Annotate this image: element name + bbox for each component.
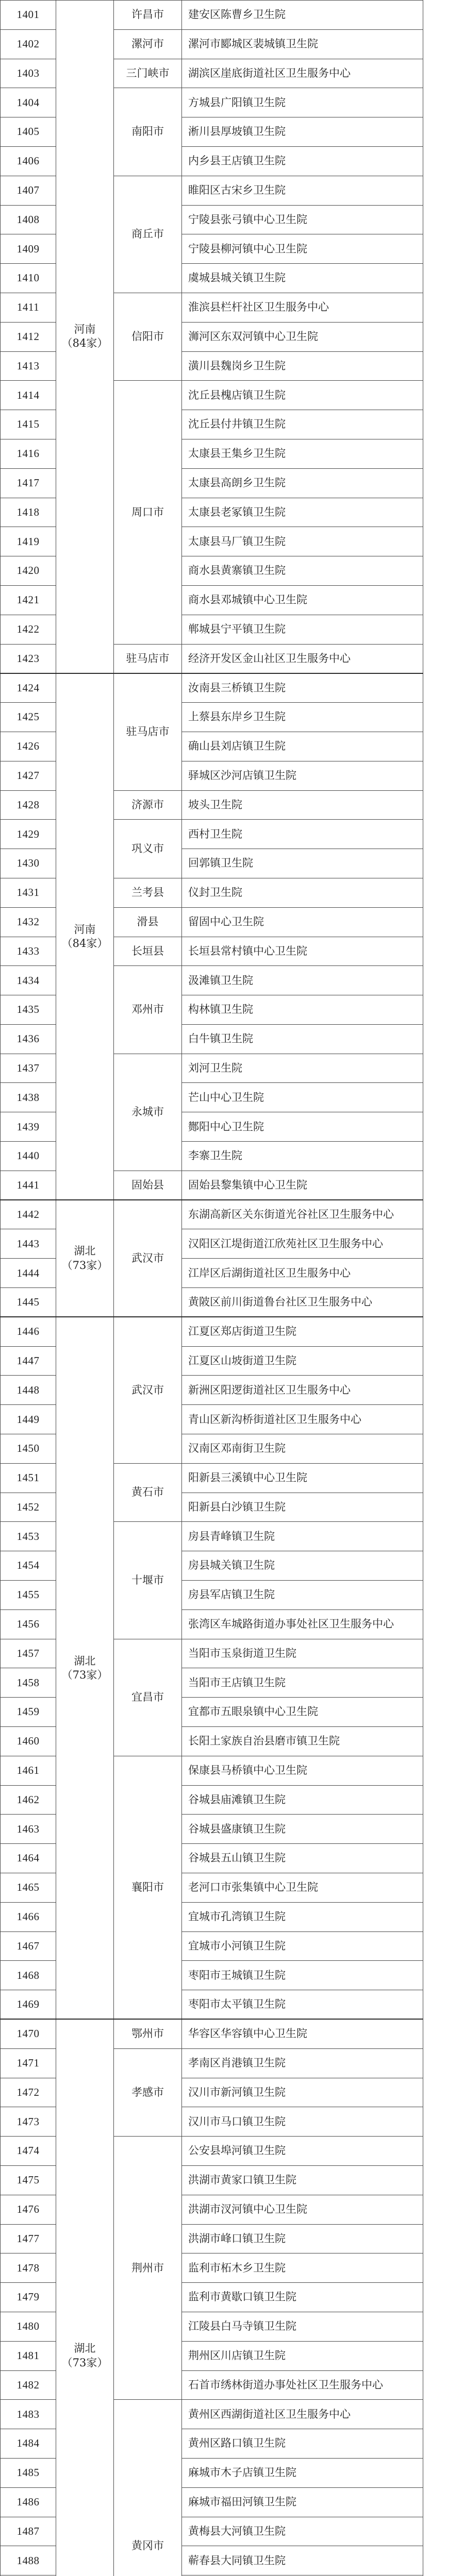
row-number: 1487 (1, 2517, 56, 2546)
table-row (1, 1, 423, 30)
table-row (1, 1200, 423, 1229)
row-number: 1454 (1, 1551, 56, 1581)
institution-name: 虞城县城关镇卫生院 (182, 264, 423, 293)
institution-name: 李寨卫生院 (182, 1142, 423, 1171)
institution-name: 当阳市王店镇卫生院 (182, 1668, 423, 1698)
institution-name: 枣阳市太平镇卫生院 (182, 1990, 423, 2020)
city-cell: 黄石市 (114, 1463, 182, 1522)
province-count: （73家） (61, 1259, 108, 1272)
institution-name: 太康县王集乡卫生院 (182, 439, 423, 468)
institution-name: 经济开发区金山社区卫生服务中心 (182, 644, 423, 673)
row-number: 1485 (1, 2458, 56, 2487)
row-number: 1415 (1, 410, 56, 439)
institution-name: 沈丘县付井镇卫生院 (182, 410, 423, 439)
institution-name: 商水县邓城镇中心卫生院 (182, 585, 423, 615)
institution-name: 太康县老冢镇卫生院 (182, 498, 423, 527)
city-cell: 荆州市 (114, 2137, 182, 2400)
row-number: 1427 (1, 761, 56, 790)
city-cell: 黄冈市 (114, 2400, 182, 2576)
city-cell: 南阳市 (114, 88, 182, 176)
institution-name: 坡头卫生院 (182, 790, 423, 820)
province-name: 河南 (74, 923, 96, 936)
institution-name: 刘河卫生院 (182, 1054, 423, 1083)
institution-name: 监利市黄歇口镇卫生院 (182, 2283, 423, 2312)
institution-name: 黄陂区前川街道鲁台社区卫生服务中心 (182, 1288, 423, 1317)
table-body (1, 1, 423, 2576)
institution-name: 汝南县三桥镇卫生院 (182, 673, 423, 703)
institution-name: 固始县黎集镇中心卫生院 (182, 1171, 423, 1200)
row-number: 1479 (1, 2283, 56, 2312)
row-number: 1456 (1, 1609, 56, 1639)
institution-name: 长垣县常村镇中心卫生院 (182, 937, 423, 966)
institution-name: 麻城市木子店镇卫生院 (182, 2458, 423, 2487)
institution-name: 太康县高朗乡卫生院 (182, 468, 423, 498)
province-name: 河南 (74, 323, 96, 336)
institution-name: 石首市绣林街道办事处社区卫生服务中心 (182, 2370, 423, 2400)
institution-name: 新洲区阳逻街道社区卫生服务中心 (182, 1376, 423, 1405)
institution-name: 沈丘县槐店镇卫生院 (182, 381, 423, 410)
row-number: 1406 (1, 146, 56, 176)
row-number: 1469 (1, 1990, 56, 2020)
city-cell: 济源市 (114, 790, 182, 820)
institution-name: 方城县广阳镇卫生院 (182, 88, 423, 117)
row-number: 1460 (1, 1727, 56, 1756)
institution-name: 宁陵县柳河镇中心卫生院 (182, 234, 423, 264)
institution-name: 谷城县庙滩镇卫生院 (182, 1785, 423, 1815)
row-number: 1455 (1, 1581, 56, 1610)
row-number: 1410 (1, 264, 56, 293)
institution-name: 宜都市五眼泉镇中心卫生院 (182, 1698, 423, 1727)
row-number: 1446 (1, 1317, 56, 1346)
row-number: 1437 (1, 1054, 56, 1083)
table-row (1, 2019, 423, 2048)
institution-name: 酂阳中心卫生院 (182, 1112, 423, 1142)
city-cell: 鄂州市 (114, 2019, 182, 2048)
institution-name: 黄州区西湖街道社区卫生服务中心 (182, 2400, 423, 2429)
city-cell: 巩义市 (114, 820, 182, 878)
province-count: （73家） (61, 2356, 108, 2369)
row-number: 1480 (1, 2312, 56, 2341)
institution-name: 淮滨县栏杆社区卫生服务中心 (182, 293, 423, 322)
row-number: 1421 (1, 585, 56, 615)
institution-name: 太康县马厂镇卫生院 (182, 527, 423, 556)
row-number: 1431 (1, 878, 56, 907)
row-number: 1409 (1, 234, 56, 264)
row-number: 1458 (1, 1668, 56, 1698)
row-number: 1433 (1, 937, 56, 966)
institution-name: 留固中心卫生院 (182, 907, 423, 937)
institution-name: 阳新县白沙镇卫生院 (182, 1493, 423, 1522)
institution-name: 孝南区肖港镇卫生院 (182, 2048, 423, 2078)
row-number: 1465 (1, 1873, 56, 1903)
province-cell (56, 1, 114, 673)
city-cell: 永城市 (114, 1054, 182, 1171)
row-number: 1463 (1, 1815, 56, 1844)
city-cell: 信阳市 (114, 293, 182, 380)
institution-name: 宜城市孔湾镇卫生院 (182, 1902, 423, 1931)
institution-name: 荆州区川店镇卫生院 (182, 2341, 423, 2370)
institution-name: 公安县埠河镇卫生院 (182, 2137, 423, 2166)
row-number: 1478 (1, 2253, 56, 2283)
row-number: 1438 (1, 1083, 56, 1112)
row-number: 1447 (1, 1346, 56, 1376)
institution-name: 张湾区车城路街道办事处社区卫生服务中心 (182, 1609, 423, 1639)
row-number: 1444 (1, 1259, 56, 1288)
institution-name: 汉川市新河镇卫生院 (182, 2078, 423, 2107)
province-count: （84家） (61, 337, 108, 350)
institution-name: 白牛镇卫生院 (182, 1024, 423, 1054)
row-number: 1481 (1, 2341, 56, 2370)
row-number: 1416 (1, 439, 56, 468)
row-number: 1441 (1, 1171, 56, 1200)
row-number: 1476 (1, 2195, 56, 2224)
row-number: 1488 (1, 2546, 56, 2575)
institution-name: 黄梅县大河镇卫生院 (182, 2517, 423, 2546)
province-name: 湖北 (74, 2342, 96, 2355)
row-number: 1404 (1, 88, 56, 117)
city-cell: 兰考县 (114, 878, 182, 907)
institution-name: 商水县黄寨镇卫生院 (182, 556, 423, 586)
row-number: 1459 (1, 1698, 56, 1727)
row-number: 1452 (1, 1493, 56, 1522)
institution-name: 宁陵县张弓镇中心卫生院 (182, 205, 423, 234)
institution-name: 房县军店镇卫生院 (182, 1581, 423, 1610)
institution-name: 蕲春县大同镇卫生院 (182, 2546, 423, 2575)
institution-name: 江夏区山坡街道卫生院 (182, 1346, 423, 1376)
row-number: 1411 (1, 293, 56, 322)
city-cell: 驻马店市 (114, 673, 182, 790)
row-number: 1472 (1, 2078, 56, 2107)
institution-name: 房县城关镇卫生院 (182, 1551, 423, 1581)
province-cell (56, 673, 114, 1200)
institution-name: 内乡县王店镇卫生院 (182, 146, 423, 176)
row-number: 1466 (1, 1902, 56, 1931)
row-number: 1483 (1, 2400, 56, 2429)
institution-name: 当阳市玉泉街道卫生院 (182, 1639, 423, 1668)
row-number: 1445 (1, 1288, 56, 1317)
city-cell: 许昌市 (114, 1, 182, 30)
city-cell: 孝感市 (114, 2048, 182, 2136)
institution-name: 洪湖市汊河镇中心卫生院 (182, 2195, 423, 2224)
institution-name: 保康县马桥镇中心卫生院 (182, 1756, 423, 1785)
row-number: 1474 (1, 2137, 56, 2166)
institution-name: 回郭镇卫生院 (182, 849, 423, 878)
institution-name: 淅川县厚坡镇卫生院 (182, 117, 423, 147)
institution-name: 驿城区沙河店镇卫生院 (182, 761, 423, 790)
institution-name: 建安区陈曹乡卫生院 (182, 1, 423, 30)
institution-name: 确山县刘店镇卫生院 (182, 732, 423, 761)
row-number: 1413 (1, 351, 56, 381)
row-number: 1432 (1, 907, 56, 937)
row-number: 1429 (1, 820, 56, 849)
row-number: 1462 (1, 1785, 56, 1815)
row-number: 1435 (1, 995, 56, 1025)
institution-name: 汉川市马口镇卫生院 (182, 2107, 423, 2137)
institution-name: 谷城县盛康镇卫生院 (182, 1815, 423, 1844)
city-cell: 漯河市 (114, 29, 182, 59)
row-number: 1425 (1, 703, 56, 732)
table-row (1, 673, 423, 703)
institution-name: 西村卫生院 (182, 820, 423, 849)
province-cell (56, 2019, 114, 2576)
row-number: 1451 (1, 1463, 56, 1493)
row-number: 1428 (1, 790, 56, 820)
province-count: （73家） (61, 1668, 108, 1681)
row-number: 1412 (1, 322, 56, 351)
institution-name: 枣阳市王城镇卫生院 (182, 1961, 423, 1990)
institution-name: 麻城市福田河镇卫生院 (182, 2487, 423, 2517)
institution-name: 东湖高新区关东街道光谷社区卫生服务中心 (182, 1200, 423, 1229)
row-number: 1475 (1, 2165, 56, 2195)
row-number: 1486 (1, 2487, 56, 2517)
institution-name: 漯河市郾城区裴城镇卫生院 (182, 29, 423, 59)
institution-name: 构林镇卫生院 (182, 995, 423, 1025)
city-cell: 固始县 (114, 1171, 182, 1200)
institution-name: 宜城市小河镇卫生院 (182, 1931, 423, 1961)
city-cell: 十堰市 (114, 1522, 182, 1639)
province-cell (56, 1317, 114, 2019)
institution-name: 老河口市张集镇中心卫生院 (182, 1873, 423, 1903)
institution-name: 睢阳区古宋乡卫生院 (182, 176, 423, 205)
row-number: 1448 (1, 1376, 56, 1405)
province-cell (56, 1200, 114, 1317)
institution-name: 监利市柘木乡卫生院 (182, 2253, 423, 2283)
institution-name: 汉阳区江堤街道江欣苑社区卫生服务中心 (182, 1229, 423, 1259)
institution-name: 江岸区后湖街道社区卫生服务中心 (182, 1259, 423, 1288)
institution-name: 阳新县三溪镇中心卫生院 (182, 1463, 423, 1493)
city-cell: 商丘市 (114, 176, 182, 293)
province-name: 湖北 (74, 1654, 96, 1667)
row-number: 1442 (1, 1200, 56, 1229)
row-number: 1408 (1, 205, 56, 234)
institution-name: 江陵县白马寺镇卫生院 (182, 2312, 423, 2341)
city-cell: 滑县 (114, 907, 182, 937)
city-cell: 襄阳市 (114, 1756, 182, 2019)
row-number: 1420 (1, 556, 56, 586)
row-number: 1477 (1, 2224, 56, 2253)
row-number: 1405 (1, 117, 56, 147)
institution-name: 潢川县魏岗乡卫生院 (182, 351, 423, 381)
row-number: 1422 (1, 615, 56, 644)
row-number: 1471 (1, 2048, 56, 2078)
row-number: 1470 (1, 2019, 56, 2048)
row-number: 1402 (1, 29, 56, 59)
city-cell: 武汉市 (114, 1317, 182, 1463)
row-number: 1407 (1, 176, 56, 205)
row-number: 1443 (1, 1229, 56, 1259)
city-cell: 长垣县 (114, 937, 182, 966)
row-number: 1449 (1, 1405, 56, 1434)
institution-name: 华容区华容镇中心卫生院 (182, 2019, 423, 2048)
table-row (1, 1317, 423, 1346)
row-number: 1414 (1, 381, 56, 410)
institution-name: 湖滨区崖底街道社区卫生服务中心 (182, 59, 423, 88)
province-name: 湖北 (74, 1245, 96, 1258)
institution-name: 谷城县五山镇卫生院 (182, 1844, 423, 1873)
row-number: 1461 (1, 1756, 56, 1785)
city-cell: 三门峡市 (114, 59, 182, 88)
city-cell: 宜昌市 (114, 1639, 182, 1756)
row-number: 1403 (1, 59, 56, 88)
city-cell: 邓州市 (114, 966, 182, 1054)
row-number: 1424 (1, 673, 56, 703)
row-number: 1484 (1, 2429, 56, 2459)
city-cell: 武汉市 (114, 1200, 182, 1317)
institution-name: 汉南区邓南街卫生院 (182, 1434, 423, 1464)
institution-name: 房县青峰镇卫生院 (182, 1522, 423, 1551)
row-number: 1457 (1, 1639, 56, 1668)
row-number: 1450 (1, 1434, 56, 1464)
institution-name: 洪湖市峰口镇卫生院 (182, 2224, 423, 2253)
row-number: 1453 (1, 1522, 56, 1551)
row-number: 1482 (1, 2370, 56, 2400)
row-number: 1418 (1, 498, 56, 527)
institution-name: 浉河区东双河镇中心卫生院 (182, 322, 423, 351)
row-number: 1423 (1, 644, 56, 673)
row-number: 1401 (1, 1, 56, 30)
row-number: 1436 (1, 1024, 56, 1054)
institution-name: 长阳土家族自治县磨市镇卫生院 (182, 1727, 423, 1756)
row-number: 1430 (1, 849, 56, 878)
row-number: 1426 (1, 732, 56, 761)
institution-name: 青山区新沟桥街道社区卫生服务中心 (182, 1405, 423, 1434)
row-number: 1464 (1, 1844, 56, 1873)
institution-name: 汲滩镇卫生院 (182, 966, 423, 995)
row-number: 1440 (1, 1142, 56, 1171)
city-cell: 驻马店市 (114, 644, 182, 673)
row-number: 1467 (1, 1931, 56, 1961)
province-count: （84家） (61, 937, 108, 950)
row-number: 1473 (1, 2107, 56, 2137)
institution-name: 仪封卫生院 (182, 878, 423, 907)
institution-name: 上蔡县东岸乡卫生院 (182, 703, 423, 732)
institution-name: 郸城县宁平镇卫生院 (182, 615, 423, 644)
institution-name: 芒山中心卫生院 (182, 1083, 423, 1112)
institution-name: 黄州区路口镇卫生院 (182, 2429, 423, 2459)
row-number: 1419 (1, 527, 56, 556)
institution-name: 洪湖市黄家口镇卫生院 (182, 2165, 423, 2195)
row-number: 1434 (1, 966, 56, 995)
city-cell: 周口市 (114, 381, 182, 644)
institution-name: 江夏区郑店街道卫生院 (182, 1317, 423, 1346)
row-number: 1468 (1, 1961, 56, 1990)
row-number: 1417 (1, 468, 56, 498)
row-number: 1439 (1, 1112, 56, 1142)
